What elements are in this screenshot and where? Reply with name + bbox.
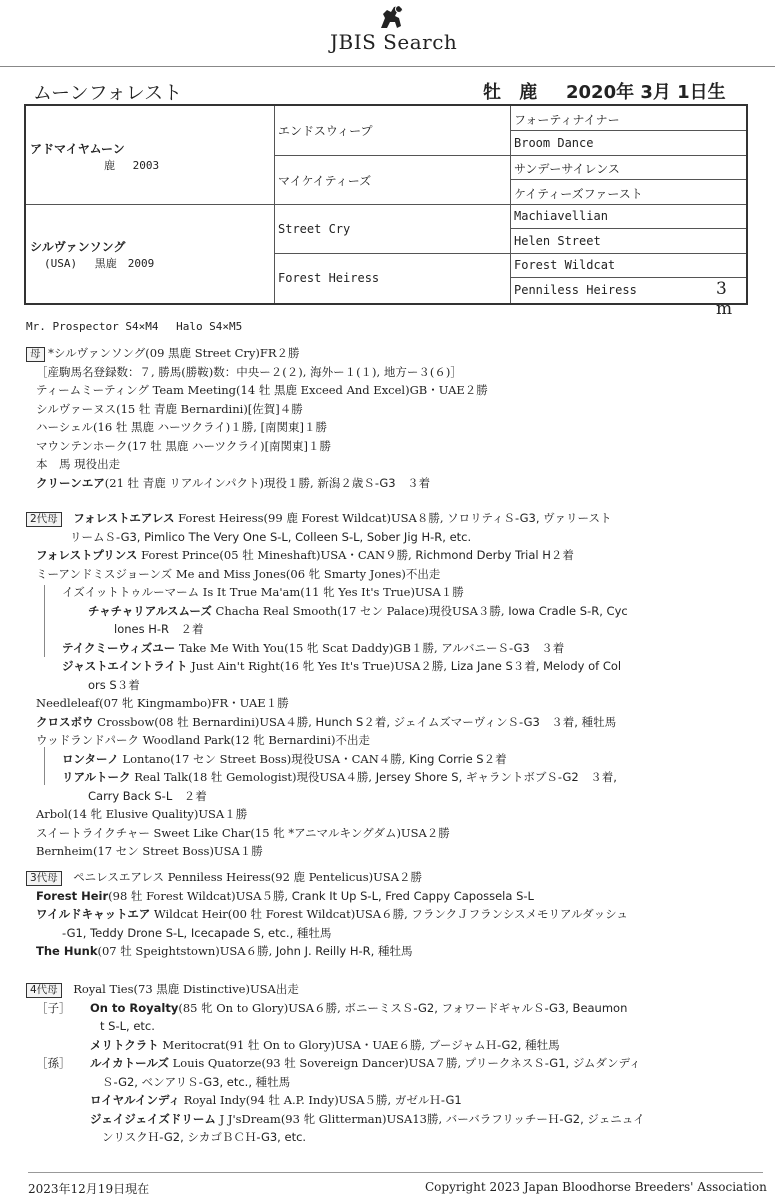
second-dam-tag: 2代母 <box>26 512 62 527</box>
list-item: フォレストプリンス Forest Prince(05 牡 Mineshaft)USA・CAN９勝, Richmond Derby Trial H２着 <box>36 548 574 562</box>
list-item: リームＳ-G3, Pimlico The Very One S-L, Colleen S-L, Sober Jig H-R, etc. <box>70 529 472 544</box>
winner-name[interactable]: クロスボウ <box>36 714 94 729</box>
list-item: -G1, Teddy Drone S-L, Icecapade S, etc., 種牡馬 <box>62 925 332 940</box>
list-item: テイクミーウィズユー Take Me With You(15 牝 Scat Daddy)GB１勝, アルバニーＳ-G3 ３着 <box>62 640 565 655</box>
list-item: ンリスクＨ-G2, シカゴＢＣＨ-G3, etc. <box>102 1130 307 1144</box>
list-item: ジャストエイントライト Just Ain't Right(16 牝 Yes It's True)USA２勝, Liza Jane S３着, Melody of Col <box>62 659 622 673</box>
dam-tag: 母 <box>26 347 45 362</box>
dd-sire[interactable]: Forest Wildcat <box>514 258 616 272</box>
logo-text[interactable]: JBIS Search <box>330 30 458 54</box>
ds-sire[interactable]: Machiavellian <box>514 209 608 223</box>
dam-dam[interactable]: Forest Heiress <box>278 271 380 285</box>
list-item: Arbol(14 牝 Elusive Quality)USA１勝 <box>36 807 248 821</box>
ss-sire[interactable]: フォーティナイナー <box>514 113 620 127</box>
horse-name: ムーンフォレスト <box>33 82 183 104</box>
winner-name[interactable]: ルイカトールズ <box>90 1056 170 1070</box>
winner-name[interactable]: メリトクラト <box>90 1037 159 1052</box>
winner-name[interactable]: ロイヤルインディ <box>90 1093 181 1107</box>
dd-dam[interactable]: Penniless Heiress <box>514 283 637 297</box>
list-item: Carry Back S-L ２着 <box>88 788 207 803</box>
sire-dam[interactable]: マイケイティーズ <box>278 174 372 188</box>
sire-name[interactable]: アドマイヤムーン <box>30 142 125 156</box>
dam-line: *シルヴァンソング(09 黒鹿 Street Cry)FR２勝 <box>48 346 300 360</box>
winner-name[interactable]: ジャストエイントライト <box>62 659 188 673</box>
list-item: ジェイジェイズドリーム J J'sDream(93 牝 Glitterman)USA13勝, バーバラフリッチーＨ-G2, ジェニュイ <box>90 1111 645 1126</box>
dam-progeny-stats: ［産駒馬名登録数：７, 勝馬(勝鞍)数：中央ー２(２), 海外ー１(１), 地方ー３(６)］ <box>36 364 462 379</box>
sd-dam[interactable]: ケイティーズファースト <box>514 187 643 201</box>
winner-name[interactable]: ロンターノ <box>62 751 119 766</box>
sire-cell <box>30 140 159 173</box>
winner-name[interactable]: Forest Heir <box>36 888 109 903</box>
list-item: クリーンエア(21 牡 青鹿 リアルインパクト)現役１勝, 新潟２歳Ｓ-G3 ３着 <box>36 475 431 490</box>
list-item: リアルトーク Real Talk(18 牡 Gemologist)現役USA４勝, Jersey Shore S, ギャラントボブＳ-G2 ３着, <box>62 770 617 784</box>
pedigree-table <box>24 104 748 319</box>
list-item: スイートライクチャー Sweet Like Char(15 牝 *アニマルキングダム)USA２勝 <box>36 825 450 840</box>
winner-name[interactable]: ジェイジェイズドリーム <box>90 1111 216 1126</box>
list-item: ors S３着 <box>88 677 140 692</box>
list-item: チャチャリアルスムーズ Chacha Real Smooth(17 セン Palace)現役USA３勝, Iowa Cradle S-R, Cyc <box>88 603 628 618</box>
copyright: Copyright 2023 Japan Bloodhorse Breeders' Association <box>425 1180 767 1194</box>
winner-name[interactable]: On to Royalty <box>90 1000 179 1015</box>
third-dam-tag: 3代母 <box>26 871 62 886</box>
winner-name[interactable]: フォレストプリンス <box>36 548 138 562</box>
list-item: The Hunk(07 牡 Speightstown)USA６勝, John J. Reilly H-R, 種牡馬 <box>36 944 413 958</box>
sire-sire[interactable]: エンドスウィープ <box>278 124 373 138</box>
horse-header <box>28 76 748 102</box>
list-item: マウンテンホーク(17 牡 黒鹿 ハーツクライ)[南関東]１勝 <box>36 438 332 453</box>
dam-name[interactable]: シルヴァンソング <box>30 240 126 254</box>
list-item: Needleleaf(07 牝 Kingmambo)FR・UAE１勝 <box>36 696 289 710</box>
horse-logo-icon <box>377 4 407 32</box>
sire-detail: 鹿 2003 <box>104 159 160 172</box>
footer-divider <box>28 1172 763 1173</box>
winner-name[interactable]: ワイルドキャットエア <box>36 907 151 921</box>
list-item: 本 馬 現役出走 <box>36 457 121 471</box>
site-header <box>0 0 775 67</box>
winner-name[interactable]: テイクミーウィズユー <box>62 640 176 655</box>
list-item: Bernheim(17 セン Street Boss)USA１勝 <box>36 844 263 858</box>
list-item: ティームミーティング Team Meeting(14 牡 黒鹿 Exceed And Excel)GB・UAE２勝 <box>36 383 488 397</box>
list-item: イズイットトゥルーマーム Is It True Ma'am(11 牝 Yes It's True)USA１勝 <box>62 585 464 599</box>
ss-dam[interactable]: Broom Dance <box>514 136 594 150</box>
family-number: 3 m <box>716 279 733 319</box>
sex-color: 牡 鹿 <box>483 82 544 103</box>
winner-name[interactable]: The Hunk <box>36 944 98 958</box>
as-of-date: 2023年12月19日現在 <box>28 1182 150 1196</box>
dam-cell <box>30 238 154 271</box>
list-item: Ｓ-G2, ベンアリＳ-G3, etc., 種牡馬 <box>102 1074 291 1089</box>
winner-name[interactable]: リアルトーク <box>62 770 131 784</box>
grandchild-label: ［孫］ <box>36 1056 71 1070</box>
list-item: ワイルドキャットエア Wildcat Heir(00 牡 Forest Wildcat)USA６勝, フランクＪフランシスメモリアルダッシュ <box>36 907 628 921</box>
list-item: シルヴァーヌス(15 牡 青鹿 Bernardini)[佐賀]４勝 <box>36 401 303 416</box>
list-item: メリトクラト Meritocrat(91 牡 On to Glory)USA・UAE６勝, ブージャムＨ-G2, 種牡馬 <box>90 1037 560 1052</box>
third-dam-section: 3代母 ペニレスエアレス Penniless Heiress(92 鹿 Pentelicus)USA２勝 Forest Heir(98 牡 Forest Wildcat)USA５勝, Crank It Up S-L, Fred Cappy Capossela S-L ワイルドキャットエア Wildcat Heir(00 牡 Forest Wildcat)USA６勝, フランクＪフランシスメモリアルダッシュ -G1, Teddy Drone S-L, Icecapade S, etc., 種牡馬 The Hunk(07 牡 Speightstown)USA６勝, John J. Reilly H-R, 種牡馬 <box>26 868 628 961</box>
dam-sire[interactable]: Street Cry <box>278 222 351 236</box>
child-label: ［子］ <box>36 1000 71 1015</box>
inbreeding-info: Mr. Prospector S4×M4 Halo S4×M5 <box>26 320 243 333</box>
list-item: ウッドランドパーク Woodland Park(12 牝 Bernardini)不出走 <box>36 733 370 747</box>
fourth-dam-section: 4代母 Royal Ties(73 黒鹿 Distinctive)USA出走 ［子］ On to Royalty(85 牝 On to Glory)USA６勝, ボニーミスＳ-G2, フォワードギャルＳ-G3, Beaumon t S-L, etc. メリトクラト Meritocrat(91 牡 On to Glory)USA・UAE６勝, ブージャムＨ-G2, 種牡馬 ［孫］ ルイカトールズ Louis Quatorze(93 牡 Sovereign Dancer)USA７勝, プリークネスＳ-G1, ジムダンディ Ｓ-G2, ベンアリＳ-G3, etc., 種牡馬 ロイヤルインディ Royal Indy(94 牡 A.P. Indy)USA５勝, ガゼルＨ-G1 ジェイジェイズドリーム J J'sDream(93 牝 Glitterman)USA13勝, バーバラフリッチーＨ-G2, ジェニュイ ンリスクＨ-G2, シカゴＢＣＨ-G3, etc. <box>26 980 645 1147</box>
ds-dam[interactable]: Helen Street <box>514 234 601 248</box>
list-item: t S-L, etc. <box>100 1019 155 1033</box>
list-item: クロスボウ Crossbow(08 牡 Bernardini)USA４勝, Hunch S２着, ジェイムズマーヴィンＳ-G3 ３着, 種牡馬 <box>36 714 617 729</box>
sd-sire[interactable]: サンデーサイレンス <box>514 162 620 176</box>
list-item: lones H-R ２着 <box>114 622 204 636</box>
list-item: Forest Heir(98 牡 Forest Wildcat)USA５勝, Crank It Up S-L, Fred Cappy Capossela S-L <box>36 888 534 903</box>
winner-name[interactable]: クリーンエア <box>36 475 105 490</box>
dam-section <box>26 344 488 492</box>
winner-name[interactable]: フォレストエアレス <box>73 511 175 525</box>
second-dam-section: 2代母 フォレストエアレス Forest Heiress(99 鹿 Forest Wildcat)USA８勝, ソロリティＳ-G3, ヴァリースト リームＳ-G3, Pimlico The Very One S-L, Colleen S-L, Sober Jig H-R, etc. フォレストプリンス Forest Prince(05 牡 Mineshaft)USA・CAN９勝, Richmond Derby Trial H２着 ミーアンドミスジョーンズ Me and Miss Jones(06 牝 Smarty Jones)不出走 イズイットトゥルーマーム Is It True Ma'am(11 牝 Yes It's True)USA１勝 チャチャリアルスムーズ Chacha Real Smooth(17 セン Palace)現役USA３勝, Iowa Cradle S-R, Cyc lones H-R ２着 テイクミーウィズユー Take Me With You(15 牝 Scat Daddy)GB１勝, アルバニーＳ-G3 ３着 ジャストエイントライト Just Ain't Right(16 牝 Yes It's True)USA２勝, Liza Jane S３着, Melody of Col ors S３着 Needleleaf(07 牝 Kingmambo)FR・UAE１勝 クロスボウ Crossbow(08 牡 Bernardini)USA４勝, Hunch S２着, ジェイムズマーヴィンＳ-G3 ３着, 種牡馬 ウッドランドパーク Woodland Park(12 牝 Bernardini)不出走 ロンターノ Lontano(17 セン Street Boss)現役USA・CAN４勝, King Corrie S２着 リアルトーク Real Talk(18 牡 Gemologist)現役USA４勝, Jersey Shore S, ギャラントボブＳ-G2 ３着, Carry Back S-L ２着 Arbol(14 牝 Elusive Quality)USA１勝 スイートライクチャー Sweet Like Char(15 牝 *アニマルキングダム)USA２勝 Bernheim(17 セン Street Boss)USA１勝 <box>26 509 628 861</box>
list-item: ロンターノ Lontano(17 セン Street Boss)現役USA・CAN４勝, King Corrie S２着 <box>62 751 507 766</box>
dam-detail: (USA) 黒鹿 2009 <box>44 257 155 270</box>
birth-date: 2020年 3月 1日生 <box>566 82 726 103</box>
fourth-dam-tag: 4代母 <box>26 983 62 998</box>
list-item: ミーアンドミスジョーンズ Me and Miss Jones(06 牝 Smarty Jones)不出走 <box>36 566 441 581</box>
list-item: ［孫］ ルイカトールズ Louis Quatorze(93 牡 Sovereign Dancer)USA７勝, プリークネスＳ-G1, ジムダンディ <box>26 1054 645 1073</box>
winner-name[interactable]: チャチャリアルスムーズ <box>88 603 212 618</box>
list-item: ハーシェル(16 牡 黒鹿 ハーツクライ)１勝, [南関東]１勝 <box>36 420 327 434</box>
list-item: ロイヤルインディ Royal Indy(94 牡 A.P. Indy)USA５勝, ガゼルＨ-G1 <box>90 1093 462 1107</box>
list-item: ［子］ On to Royalty(85 牝 On to Glory)USA６勝, ボニーミスＳ-G2, フォワードギャルＳ-G3, Beaumon <box>26 999 645 1018</box>
